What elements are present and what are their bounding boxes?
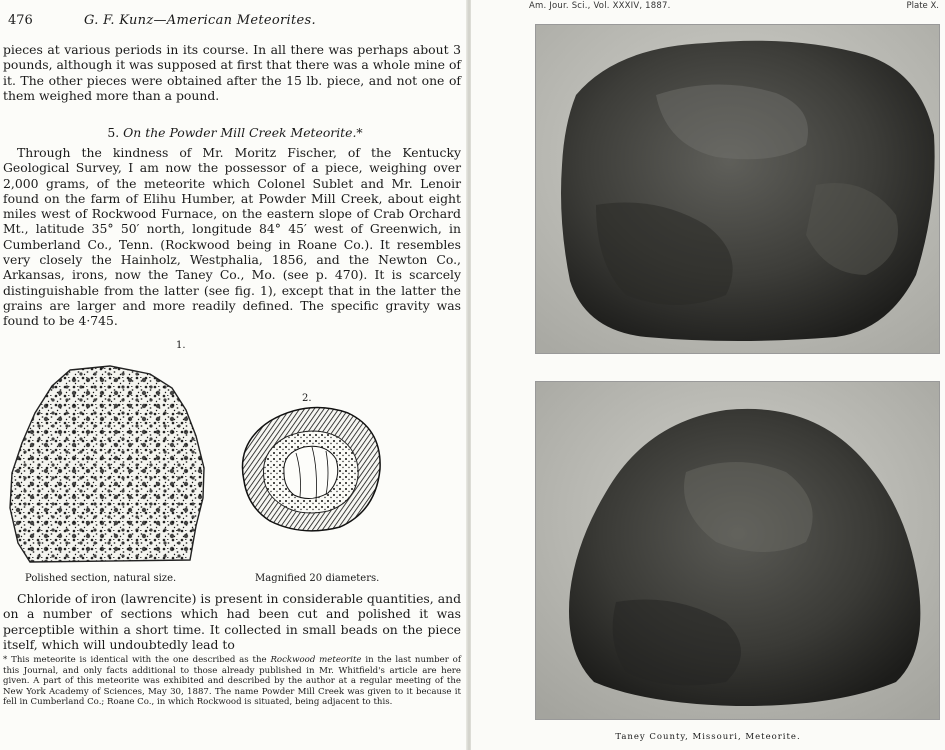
- figure-1-caption: Polished section, natural size.: [25, 573, 177, 584]
- running-head: G. F. Kunz—American Meteorites.: [84, 13, 316, 28]
- left-page: [0, 0, 470, 750]
- figure-1-number: 1.: [176, 340, 186, 351]
- plate-label: Plate X.: [906, 1, 939, 11]
- journal-reference: Am. Jour. Sci., Vol. XXXIV, 1887.: [529, 1, 671, 11]
- footnote: [3, 655, 461, 708]
- plate-header: [471, 0, 945, 14]
- footnote-italic: Rockwood meteorite: [270, 655, 362, 665]
- meteorite-photo-top: [535, 24, 940, 354]
- figure-2-number: 2.: [302, 393, 312, 404]
- meteorite-photo-bottom: [535, 381, 940, 720]
- footnote-start: * This meteorite is identical with the one described as the: [3, 655, 267, 665]
- paragraph-main: Through the kindness of Mr. Moritz Fischer, of the Kentucky Geological Survey, I am now the possessor of a piece, weighing over 2,000 grams, of the meteorite which Colonel Sublet and Mr. Lenoir found on the farm of Elihu Humber, at Powder Mill Creek, about eight miles west of Rockwood Furnace, on the eastern slope of Crab Orchard Mt., latitude 35° 50′ north, longitude 84° 45′ west of Greenwich, in Cumberland Co., Tenn. (Rockwood being in Roane Co.). It resembles very closely the Hainholz, Westphalia, 1856, and the Newton Co., Arkansas, irons, now the Taney Co., Mo. (see p. 470). It is scarcely distinguishable from the latter (see fig. 1), except that in the latter the grains are larger and more readily defined. The specific gravity was found to be 4·745.: [3, 145, 461, 329]
- page-number: 476: [8, 13, 33, 28]
- right-page: [471, 0, 945, 750]
- footnote-rest: in the last number of this Journal, and only facts additional to those already published in Mr. Whitfield's article are here given. A part of this meteorite was exhibited and described by the author at a regular meeting of the New York Academy of Sciences, May 30, 1887. The name Powder Mill Creek was given to it because it fell in Cumberland Co.; Roane Co., in which Rockwood is situated, being adjacent to this.: [3, 655, 462, 708]
- plate-caption: Taney County, Missouri, Meteorite.: [615, 732, 801, 742]
- paragraph-continued: pieces at various periods in its course. In all there was perhaps about 3 pounds, although it was supposed at first that there was a whole mine of it. The other pieces were obtained after the 15 lb. piece, and not one of them weighed more than a pound.: [3, 42, 461, 103]
- figure-1-polished-section: [0, 358, 215, 563]
- figure-2-caption: Magnified 20 diameters.: [255, 573, 380, 584]
- figure-2-magnified: [230, 403, 386, 533]
- section-heading: [0, 125, 470, 140]
- paragraph-after-figures: Chloride of iron (lawrencite) is present in considerable quantities, and on a number of sections which had been cut and polished it was perceptible within a short time. It collected in small beads on the piece itself, which will undoubtedly lead to: [3, 591, 461, 652]
- section-title: On the Powder Mill Creek Meteorite.*: [123, 125, 363, 140]
- section-number: 5.: [107, 125, 120, 140]
